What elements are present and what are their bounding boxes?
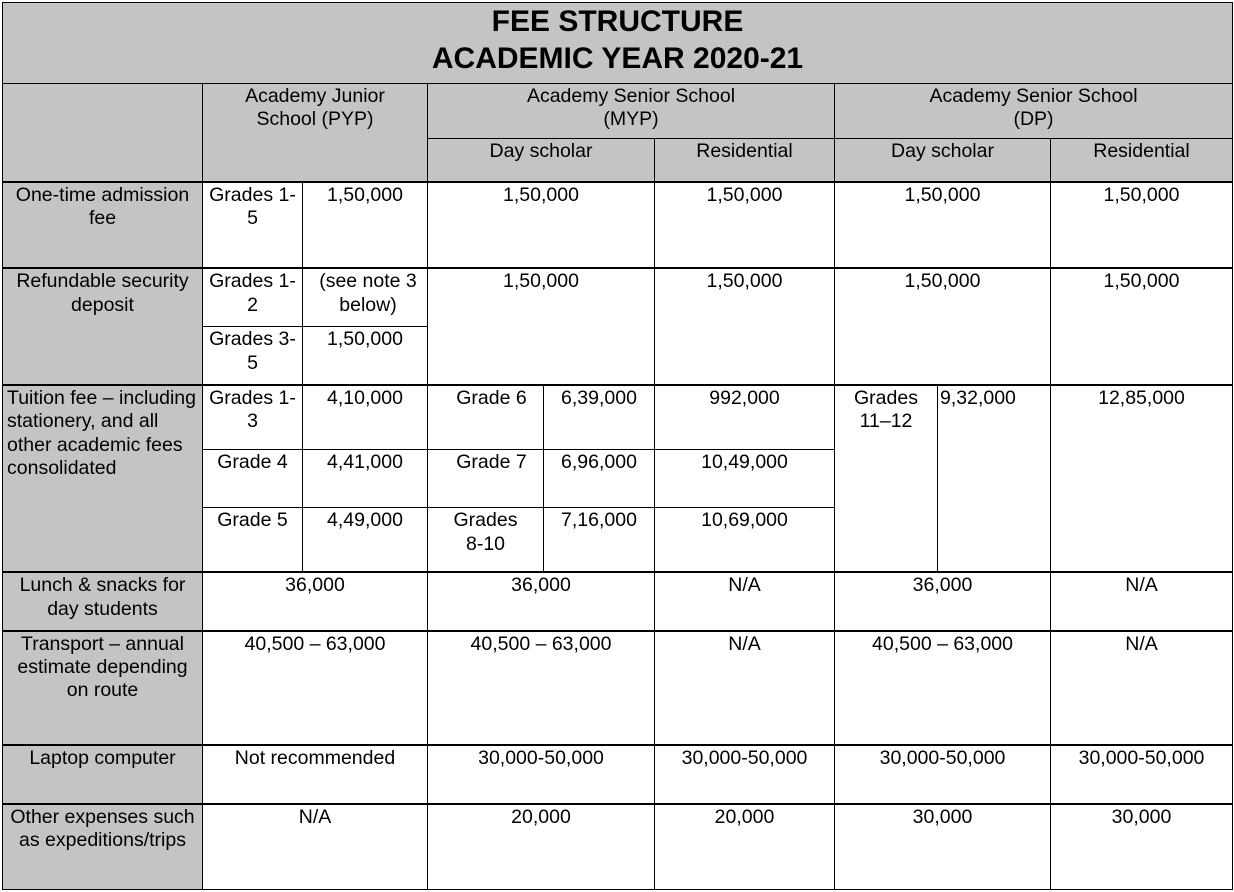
row-label-lunch: Lunch & snacks for day students <box>3 572 203 630</box>
header-dp: Academy Senior School (DP) <box>835 83 1233 138</box>
table-title <box>3 3 1233 84</box>
row-label-deposit: Refundable security deposit <box>3 268 203 385</box>
deposit-myp-day: 1,50,000 <box>428 268 655 385</box>
tuition-myp-grade-1: Grade 6 <box>428 385 544 449</box>
header-blank <box>3 83 203 182</box>
other-dp-res: 30,000 <box>1051 804 1233 890</box>
tuition-dp-day: 9,32,000 <box>938 385 1051 572</box>
transport-dp-day: 40,500 – 63,000 <box>835 631 1051 746</box>
header-myp-day-scholar: Day scholar <box>428 138 655 181</box>
title-line-1: FEE STRUCTURE <box>491 5 744 38</box>
row-label-transport: Transport – annual estimate depending on route <box>3 631 203 746</box>
tuition-myp-day-1: 6,39,000 <box>544 385 655 449</box>
tuition-dp-grade: Grades 11–12 <box>835 385 938 572</box>
other-myp-day: 20,000 <box>428 804 655 890</box>
lunch-myp-day: 36,000 <box>428 572 655 630</box>
transport-myp-res: N/A <box>655 631 835 746</box>
lunch-dp-res: N/A <box>1051 572 1233 630</box>
laptop-dp-day: 30,000-50,000 <box>835 745 1051 803</box>
laptop-dp-res: 30,000-50,000 <box>1051 745 1233 803</box>
tuition-pyp-grade-3: Grade 5 <box>203 508 303 572</box>
deposit-pyp-value-b: 1,50,000 <box>303 327 428 385</box>
fee-structure-table <box>2 2 1233 890</box>
tuition-myp-day-2: 6,96,000 <box>544 449 655 507</box>
tuition-myp-res-1: 992,000 <box>655 385 835 449</box>
row-label-other: Other expenses such as expeditions/trips <box>3 804 203 890</box>
admission-pyp-grade: Grades 1-5 <box>203 182 303 269</box>
lunch-dp-day: 36,000 <box>835 572 1051 630</box>
laptop-myp-day: 30,000-50,000 <box>428 745 655 803</box>
deposit-pyp-value-a: (see note 3 below) <box>303 268 428 326</box>
admission-dp-res: 1,50,000 <box>1051 182 1233 269</box>
deposit-pyp-grade-b: Grades 3-5 <box>203 327 303 385</box>
tuition-pyp-value-2: 4,41,000 <box>303 449 428 507</box>
tuition-myp-day-3: 7,16,000 <box>544 508 655 572</box>
tuition-pyp-value-3: 4,49,000 <box>303 508 428 572</box>
header-dp-day-scholar: Day scholar <box>835 138 1051 181</box>
row-label-admission: One-time admission fee <box>3 182 203 269</box>
transport-pyp: 40,500 – 63,000 <box>203 631 428 746</box>
header-pyp: Academy Junior School (PYP) <box>203 83 428 182</box>
header-myp-residential: Residential <box>655 138 835 181</box>
header-myp: Academy Senior School (MYP) <box>428 83 835 138</box>
lunch-pyp: 36,000 <box>203 572 428 630</box>
row-label-laptop: Laptop computer <box>3 745 203 803</box>
tuition-pyp-value-1: 4,10,000 <box>303 385 428 449</box>
transport-dp-res: N/A <box>1051 631 1233 746</box>
tuition-myp-res-3: 10,69,000 <box>655 508 835 572</box>
tuition-myp-grade-3: Grades 8-10 <box>428 508 544 572</box>
deposit-myp-res: 1,50,000 <box>655 268 835 385</box>
tuition-pyp-grade-1: Grades 1-3 <box>203 385 303 449</box>
deposit-dp-res: 1,50,000 <box>1051 268 1233 385</box>
laptop-myp-res: 30,000-50,000 <box>655 745 835 803</box>
row-label-tuition: Tuition fee – including stationery, and all other academic fees consolidated <box>3 385 203 572</box>
other-dp-day: 30,000 <box>835 804 1051 890</box>
deposit-pyp-grade-a: Grades 1-2 <box>203 268 303 326</box>
admission-dp-day: 1,50,000 <box>835 182 1051 269</box>
tuition-myp-res-2: 10,49,000 <box>655 449 835 507</box>
tuition-myp-grade-2: Grade 7 <box>428 449 544 507</box>
tuition-pyp-grade-2: Grade 4 <box>203 449 303 507</box>
header-dp-residential: Residential <box>1051 138 1233 181</box>
other-myp-res: 20,000 <box>655 804 835 890</box>
admission-myp-day: 1,50,000 <box>428 182 655 269</box>
admission-myp-res: 1,50,000 <box>655 182 835 269</box>
laptop-pyp: Not recommended <box>203 745 428 803</box>
title-line-2: ACADEMIC YEAR 2020-21 <box>431 41 804 75</box>
transport-myp-day: 40,500 – 63,000 <box>428 631 655 746</box>
admission-pyp-value: 1,50,000 <box>303 182 428 269</box>
other-pyp: N/A <box>203 804 428 890</box>
lunch-myp-res: N/A <box>655 572 835 630</box>
tuition-dp-res: 12,85,000 <box>1051 385 1233 572</box>
deposit-dp-day: 1,50,000 <box>835 268 1051 385</box>
